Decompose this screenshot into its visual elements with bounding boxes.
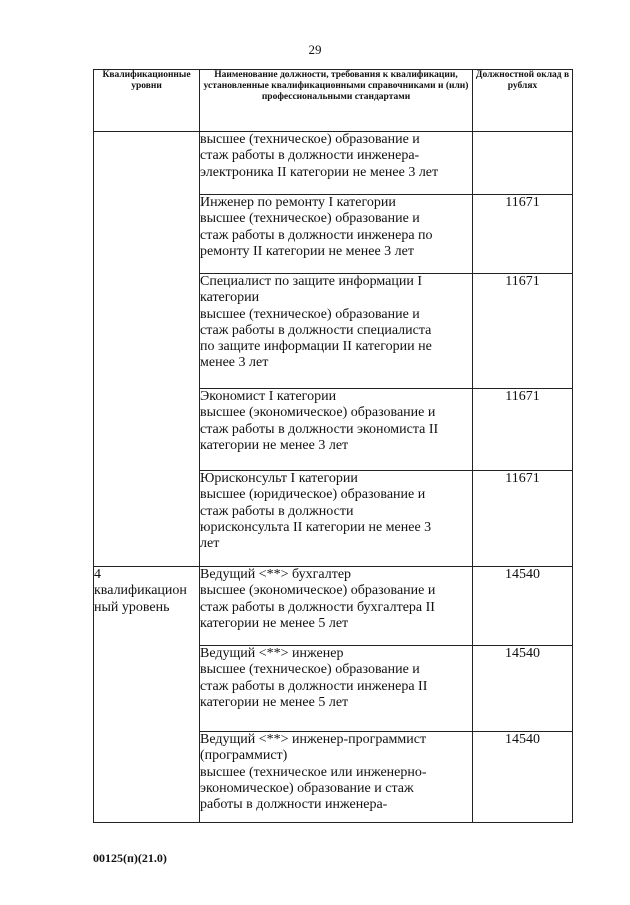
description-line: категории не менее 5 лет <box>200 615 349 631</box>
level-cell <box>94 132 200 567</box>
header-position: Наименование должности, требования к квалификации, установленные квалификационными справочниками и (или) профессиональными стандартами <box>200 70 473 132</box>
description-cell <box>200 732 473 823</box>
description-line: Специалист по защите информации I <box>200 274 422 289</box>
description-line: категории <box>200 290 260 306</box>
description-line: высшее (экономическое) образование и <box>200 405 436 421</box>
document-code: 00125(п)(21.0) <box>93 851 167 865</box>
description-line: высшее (техническое) образование и <box>200 306 420 322</box>
description-line: ремонту II категории не менее 3 лет <box>200 243 414 259</box>
description-line: категории не менее 5 лет <box>200 694 349 710</box>
description-cell <box>200 567 473 646</box>
salary-cell <box>473 132 573 195</box>
table-row <box>94 567 573 646</box>
salary-cell: 14540 <box>473 732 573 823</box>
description-line: стаж работы в должности бухгалтера II <box>200 599 435 615</box>
level-line: ный уровень <box>94 599 170 615</box>
description-cell <box>200 471 473 567</box>
description-cell <box>200 274 473 389</box>
salary-cell: 11671 <box>473 471 573 567</box>
level-cell <box>94 567 200 823</box>
level-line: 4 <box>94 567 101 582</box>
salary-cell: 11671 <box>473 389 573 471</box>
description-cell <box>200 132 473 195</box>
description-line: (программист) <box>200 748 288 764</box>
salary-cell: 14540 <box>473 646 573 732</box>
description-line: стаж работы в должности инженера по <box>200 227 433 243</box>
salary-cell: 11671 <box>473 274 573 389</box>
description-line: Ведущий <**> инженер <box>200 646 344 661</box>
description-cell <box>200 646 473 732</box>
description-line: высшее (экономическое) образование и <box>200 583 436 599</box>
description-line: электроника II категории не менее 3 лет <box>200 164 439 180</box>
description-line: стаж работы в должности <box>200 503 354 519</box>
description-line: стаж работы в должности экономиста II <box>200 421 439 437</box>
description-line: Юрисконсульт I категории <box>200 471 358 486</box>
page-number: 29 <box>308 42 322 57</box>
level-line: квалификацион <box>94 583 187 599</box>
description-line: лет <box>200 536 220 552</box>
description-line: высшее (техническое) образование и <box>200 211 420 227</box>
description-line: Инженер по ремонту I категории <box>200 195 396 210</box>
description-line: высшее (техническое) образование и <box>200 662 420 678</box>
description-line: стаж работы в должности специалиста <box>200 322 432 338</box>
description-cell <box>200 195 473 274</box>
table-row <box>94 132 573 195</box>
salary-cell: 11671 <box>473 195 573 274</box>
description-line: по защите информации II категории не <box>200 339 432 355</box>
description-line: стаж работы в должности инженера II <box>200 678 428 694</box>
description-line: высшее (техническое) образование и <box>200 132 420 147</box>
salary-cell: 14540 <box>473 567 573 646</box>
description-line: менее 3 лет <box>200 355 269 371</box>
description-line: Экономист I категории <box>200 389 337 404</box>
description-line: Ведущий <**> бухгалтер <box>200 567 352 582</box>
description-line: юрисконсульта II категории не менее 3 <box>200 519 432 535</box>
header-levels: Квалификационные уровни <box>94 70 200 132</box>
description-cell <box>200 389 473 471</box>
description-line: экономическое) образование и стаж <box>200 780 414 796</box>
description-line: высшее (техническое или инженерно- <box>200 764 427 780</box>
description-line: стаж работы в должности инженера- <box>200 148 420 164</box>
description-line: Ведущий <**> инженер-программист <box>200 732 427 747</box>
description-line: высшее (юридическое) образование и <box>200 487 426 503</box>
qualification-table <box>93 69 573 823</box>
header-salary: Должностной оклад в рублях <box>473 70 573 132</box>
description-line: категории не менее 3 лет <box>200 437 349 453</box>
description-line: работы в должности инженера- <box>200 797 388 813</box>
